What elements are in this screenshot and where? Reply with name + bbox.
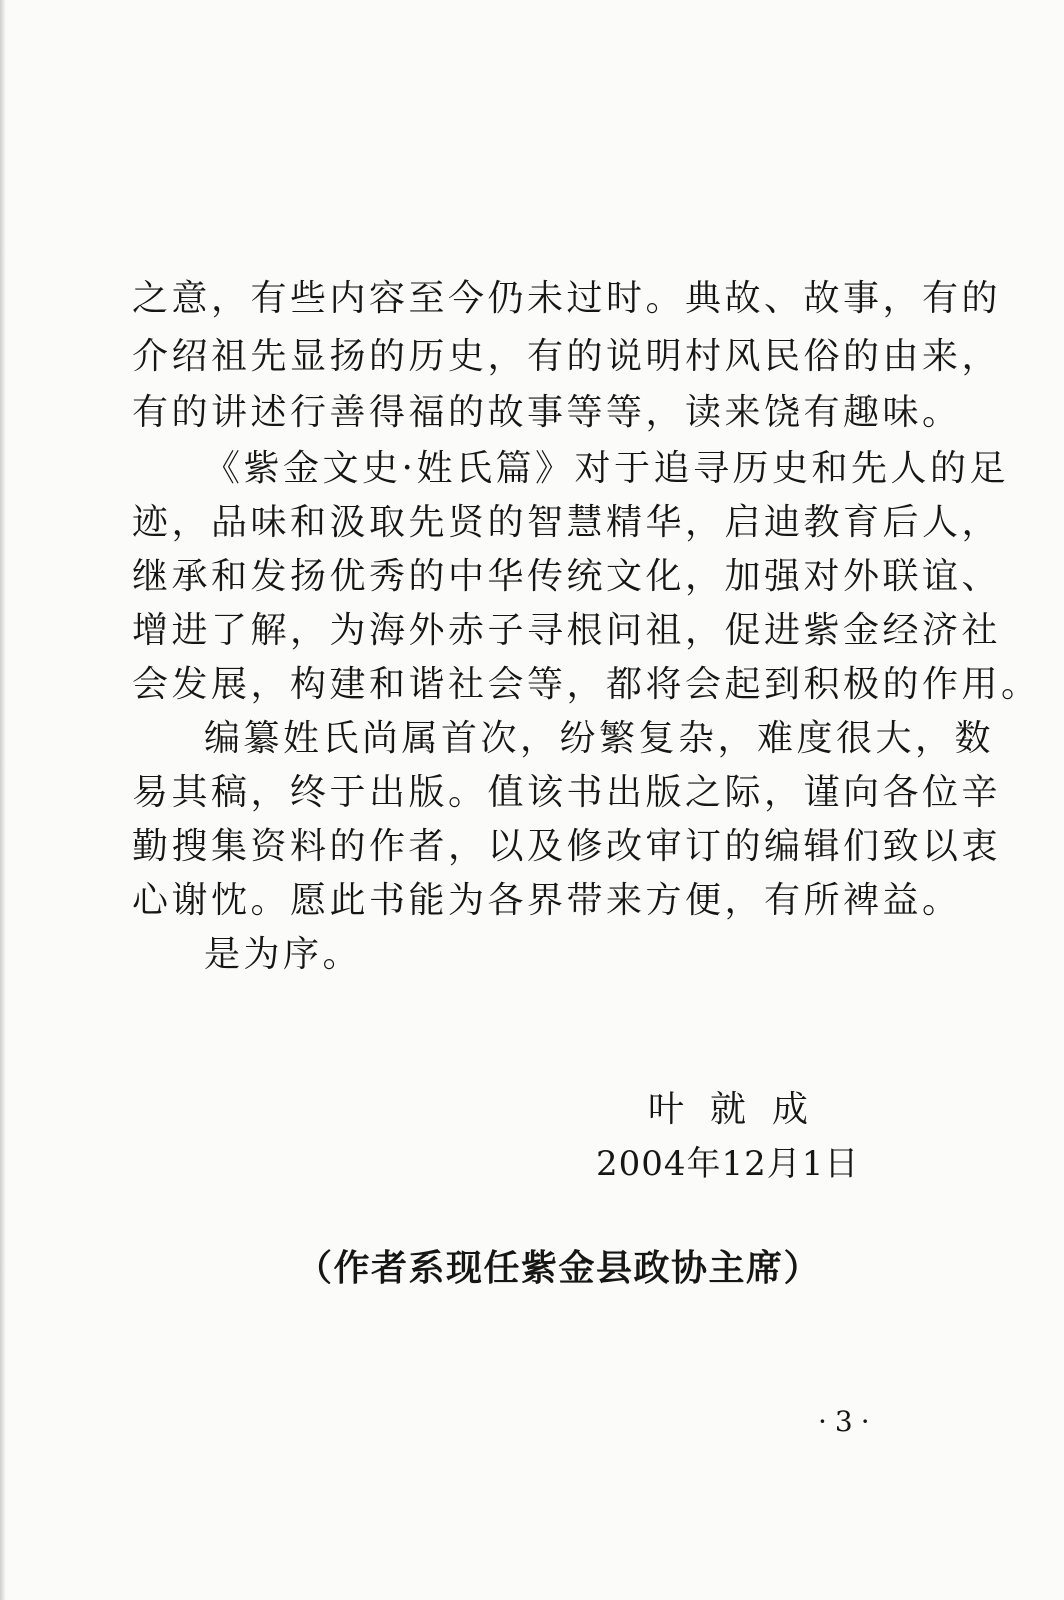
text-line: 心谢忱。愿此书能为各界带来方便，有所裨益。 [132, 880, 962, 921]
text-line: 《紫金文史·姓氏篇》对于追寻历史和先人的足 [204, 448, 1009, 489]
text-line: 之意，有些内容至今仍未过时。典故、故事，有的 [132, 278, 1002, 319]
text-line: 编纂姓氏尚属首次，纷繁复杂，难度很大，数 [204, 718, 995, 759]
text-line: 继承和发扬优秀的中华传统文化，加强对外联谊、 [132, 556, 1002, 597]
text-line: 会发展，构建和谐社会等，都将会起到积极的作用。 [132, 664, 1041, 705]
page-number: ·3· [818, 1405, 878, 1438]
author-signature: 叶就成 [648, 1089, 835, 1130]
signature-date: 2004年12月1日 [596, 1144, 860, 1184]
text-line: 有的讲述行善得福的故事等等，读来饶有趣味。 [132, 392, 962, 433]
author-note: （作者系现任紫金县政协主席） [296, 1247, 822, 1289]
scan-edge-shadow [0, 0, 6, 1600]
text-line: 易其稿，终于出版。值该书出版之际，谨向各位辛 [132, 772, 1002, 813]
text-line: 勤搜集资料的作者，以及修改审订的编辑们致以衷 [132, 826, 1002, 867]
text-line: 介绍祖先显扬的历史，有的说明村风民俗的由来， [132, 336, 1002, 377]
text-line: 增进了解，为海外赤子寻根问祖，促进紫金经济社 [132, 610, 1002, 651]
text-line: 是为序。 [204, 934, 363, 975]
text-line: 迹，品味和汲取先贤的智慧精华，启迪教育后人， [132, 502, 1002, 543]
